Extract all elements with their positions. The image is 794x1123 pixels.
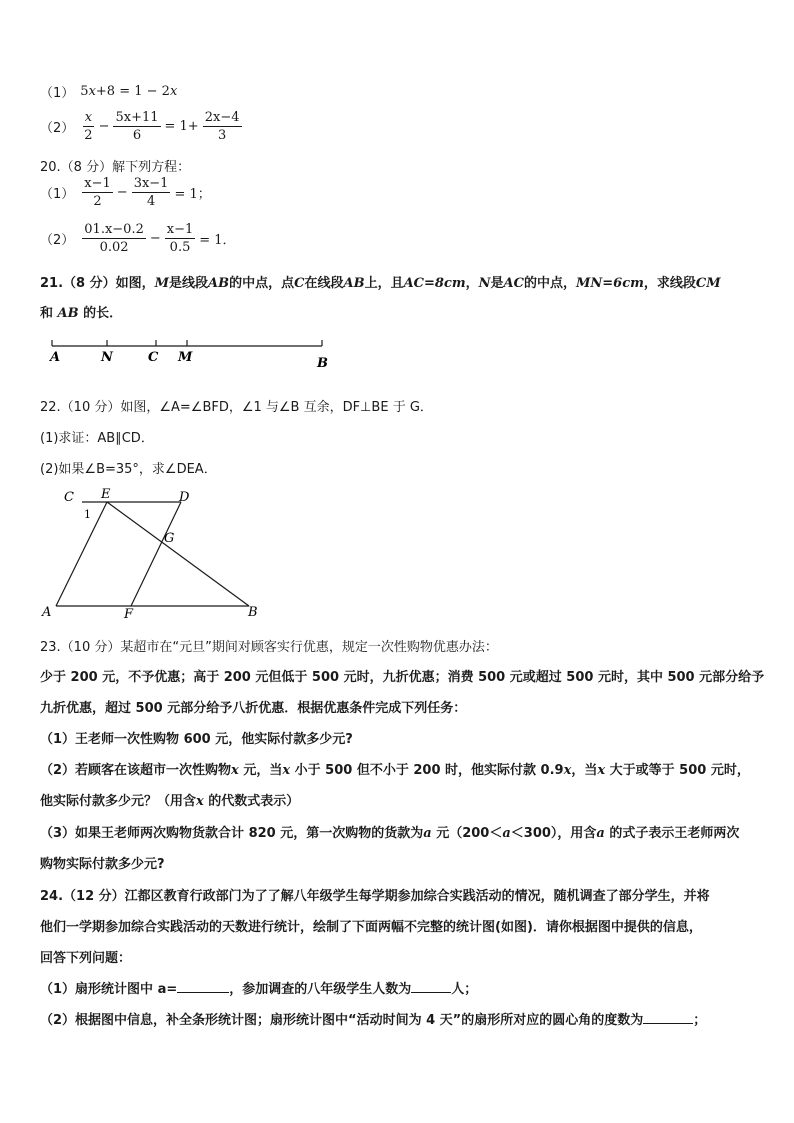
q24-line1: 24.（12 分）江都区教育行政部门为了了解八年级学生每学期参加综合实践活动的情况，随机调查了部分学生，并将 <box>40 889 710 904</box>
q23-text: 的式子表示王老师两次 <box>604 826 740 841</box>
label-c: C <box>64 490 74 505</box>
q21-line1 <box>40 272 721 291</box>
q21-var: AB <box>208 276 230 291</box>
p19-part2 <box>40 110 244 143</box>
p19-part1 <box>40 82 177 101</box>
line-ae <box>56 502 107 606</box>
parallel-figure <box>36 486 276 622</box>
equation-text: +8 = 1 − 2 <box>95 84 170 99</box>
q24-text: 人； <box>451 982 478 997</box>
q21-text: 和 <box>40 306 54 321</box>
numerator: 2x−4 <box>204 110 240 125</box>
q23-text: ，当 <box>571 763 598 778</box>
q23-text: 大于或等于 500 元时， <box>605 763 750 778</box>
q23-part3-line1 <box>40 822 739 841</box>
q20-title: 20.（8 分）解下列方程： <box>40 160 191 175</box>
denominator: 2 <box>84 128 93 143</box>
part-label: （1） <box>40 187 75 202</box>
equation-var: x <box>169 84 178 99</box>
fraction <box>132 176 171 209</box>
q23-rule-line2: 九折优惠，超过 500 元部分给予八折优惠．根据优惠条件完成下列任务： <box>40 701 467 716</box>
denominator: 3 <box>217 128 227 143</box>
q23-var: x <box>282 763 291 778</box>
q21-text: ， <box>465 276 479 291</box>
q23-var: x <box>196 794 204 809</box>
part-label: （2） <box>40 233 75 248</box>
fraction <box>82 222 146 255</box>
q23-var: a <box>596 826 605 841</box>
label-g: G <box>164 531 175 546</box>
line-eb <box>107 502 249 606</box>
q23-var: x <box>597 763 606 778</box>
label-b: B <box>248 605 258 620</box>
denominator: 0.5 <box>169 240 191 255</box>
label-e: E <box>101 487 111 502</box>
q21-var: AB <box>57 306 79 321</box>
q23-text: 元，当 <box>238 763 283 778</box>
q23-text: 的代数式表示） <box>203 794 300 809</box>
numerator: x−1 <box>166 222 194 237</box>
q21-var: AC <box>503 276 524 291</box>
q22-title: 22.（10 分）如图，∠A=∠BFD，∠1 与∠B 互余，DF⊥BE 于 G． <box>40 400 433 415</box>
denominator: 4 <box>146 194 156 209</box>
operator: = 1． <box>199 233 236 248</box>
q20-part1 <box>40 176 213 209</box>
q23-part3-line2: 购物实际付款多少元? <box>40 857 165 872</box>
q21-text: 的中点，点 <box>229 276 295 291</box>
part-label: （1） <box>40 86 75 101</box>
q21-line2 <box>40 302 122 321</box>
q24-part1 <box>40 978 477 997</box>
fraction <box>165 222 196 255</box>
q23-part2-line2 <box>40 790 299 809</box>
numerator: 5x+11 <box>115 110 159 125</box>
label-b: B <box>317 356 328 371</box>
q24-text: ； <box>693 1013 707 1028</box>
q23-rule-line1: 少于 200 元，不予优惠；高于 200 元但低于 500 元时，九折优惠；消费 500 元或超过 500 元时，其中 500 元部分给予 <box>40 670 765 685</box>
label-a: A <box>42 605 52 620</box>
numerator: x <box>84 110 93 125</box>
denominator: 6 <box>132 128 142 143</box>
operator: = 1+ <box>164 119 199 134</box>
q23-text: （3）如果王老师两次购物货款合计 820 元，第一次购物的货款为 <box>40 826 424 841</box>
q23-text: 小于 500 但不小于 200 时，他实际付款 0.9 <box>290 763 564 778</box>
q21-text: 在线段 <box>304 276 344 291</box>
q24-text: （2）根据图中信息，补全条形统计图；扇形统计图中“活动时间为 4 天”的扇形所对应的圆心角的度数为 <box>40 1013 644 1028</box>
q23-title: 23.（10 分）某超市在“元旦”期间对顾客实行优惠，规定一次性购物优惠办法： <box>40 640 498 655</box>
q21-text: 的中点， <box>523 276 576 291</box>
q21-text: 21.（8 分）如图， <box>40 276 155 291</box>
q22-part1: (1)求证：AB∥CD． <box>40 431 154 446</box>
fraction <box>82 176 113 209</box>
fraction <box>203 110 242 143</box>
q23-part2-line1 <box>40 759 750 778</box>
label-a: A <box>50 350 61 365</box>
q23-var: a <box>502 826 511 841</box>
q23-part1: （1）王老师一次性购物 600 元，他实际付款多少元? <box>40 732 353 747</box>
operator: = 1； <box>174 187 211 202</box>
label-angle-1: 1 <box>84 508 91 521</box>
equation-var: x <box>88 84 96 99</box>
label-d: D <box>179 490 190 505</box>
q24-part2 <box>40 1009 706 1028</box>
q21-var: AC=8cm <box>403 276 466 291</box>
q21-var: N <box>478 276 491 291</box>
q23-text: 他实际付款多少元？（用含 <box>40 794 197 809</box>
q21-var: CM <box>695 276 721 291</box>
q21-var: AB <box>343 276 365 291</box>
q21-text: 上，且 <box>364 276 404 291</box>
q23-var: x <box>231 763 239 778</box>
q24-text: ，参加调查的八年级学生人数为 <box>229 982 412 997</box>
segment-figure <box>44 336 344 372</box>
q24-line3: 回答下列问题： <box>40 951 132 966</box>
label-f: F <box>124 607 134 622</box>
part-label: （2） <box>40 121 75 136</box>
q21-text: 是线段 <box>169 276 209 291</box>
q20-part2 <box>40 222 238 255</box>
fraction <box>82 110 94 143</box>
equation-text: 5 <box>80 84 89 99</box>
q21-text: 的长． <box>83 306 123 321</box>
fraction <box>113 110 160 143</box>
q24-text: （1）扇形统计图中 a= <box>40 982 178 997</box>
q21-text: ，求线段 <box>643 276 696 291</box>
answer-blank-count[interactable] <box>411 980 451 993</box>
q24-line2: 他们一学期参加综合实践活动的天数进行统计，绘制了下面两幅不完整的统计图(如图)．请你根据图中提供的信息， <box>40 920 702 935</box>
q21-text: 是 <box>490 276 504 291</box>
q22-part2: (2)如果∠B=35°，求∠DEA． <box>40 462 217 477</box>
label-c: C <box>148 350 159 365</box>
q23-var: a <box>423 826 432 841</box>
denominator: 2 <box>93 194 102 209</box>
q23-text: 元（200＜ <box>431 826 503 841</box>
numerator: 01.x−0.2 <box>84 222 144 237</box>
q21-var: M <box>154 276 169 291</box>
numerator: x−1 <box>84 176 111 191</box>
line-df <box>131 502 181 606</box>
q23-text: ＜300），用含 <box>510 826 597 841</box>
operator: − <box>116 185 128 200</box>
q21-var: MN=6cm <box>576 276 644 291</box>
answer-blank-angle[interactable] <box>643 1011 693 1024</box>
label-n: N <box>101 350 113 365</box>
operator: − <box>149 231 161 246</box>
numerator: 3x−1 <box>133 176 169 191</box>
denominator: 0.02 <box>99 240 129 255</box>
label-m: M <box>178 350 193 365</box>
q21-var: C <box>294 276 305 291</box>
operator: − <box>98 119 110 134</box>
q23-var: x <box>563 763 572 778</box>
answer-blank-a[interactable] <box>177 980 229 993</box>
q23-text: （2）若顾客在该超市一次性购物 <box>40 763 232 778</box>
